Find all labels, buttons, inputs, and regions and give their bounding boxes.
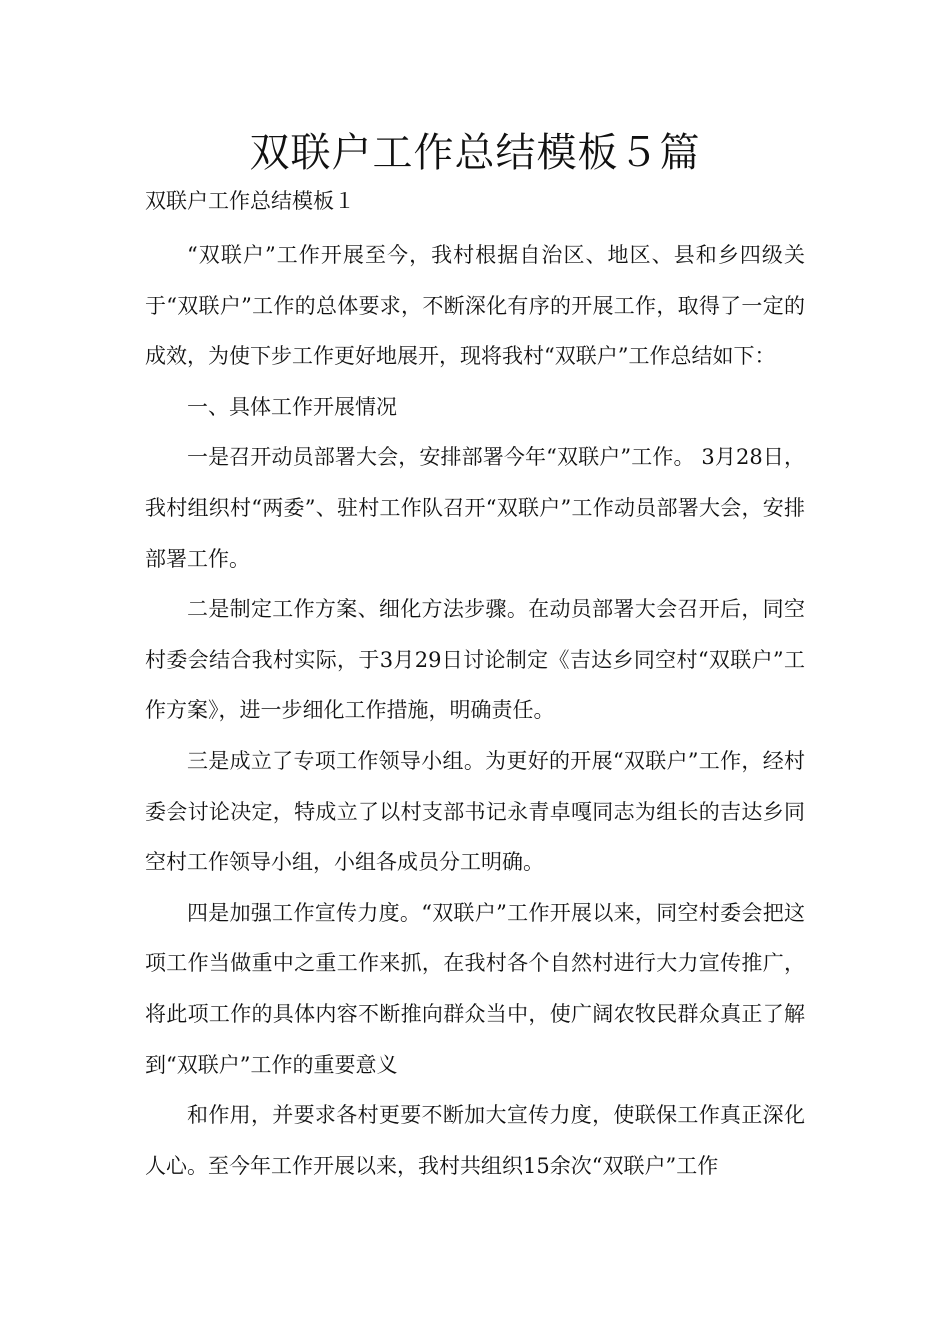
paragraph-intro: “双联户”工作开展至今，我村根据自治区、地区、县和乡四级关于“双联户”工作的总体要求，不断深化有序的开展工作，取得了一定的成效，为使下步工作更好地展开，现将我村“双联户”工作总结如下： <box>145 243 805 369</box>
paragraph-item-4: 四是加强工作宣传力度。“双联户”工作开展以来，同空村委会把这项工作当做重中之重工作来抓，在我村各个自然村进行大力宣传推广，将此项工作的具体内容不断推向群众当中，使广阔农牧民群众真正了解到“双联户”工作的重要意义 <box>145 900 805 1077</box>
document-title: 双联户工作总结模板５篇 <box>249 130 701 176</box>
document-subtitle: 双联户工作总结模板１ <box>145 189 355 213</box>
paragraph-item-3: 三是成立了专项工作领导小组。为更好的开展“双联户”工作，经村委会讨论决定，特成立了以村支部书记永青卓嘎同志为组长的吉达乡同空村工作领导小组，小组各成员分工明确。 <box>145 748 805 875</box>
paragraph-continuation: 和作用，并要求各村更要不断加大宣传力度，使联保工作真正深化人心。至今年工作开展以来，我村共组织15余次“双联户”工作 <box>145 1103 805 1178</box>
document-body <box>145 230 805 1191</box>
section-heading: 一、具体工作开展情况 <box>187 394 397 419</box>
paragraph-item-1: 一是召开动员部署大会，安排部署今年“双联户”工作。 3月28日，我村组织村“两委”、驻村工作队召开“双联户”工作动员部署大会，安排部署工作。 <box>145 445 805 571</box>
paragraph-item-2: 二是制定工作方案、细化方法步骤。在动员部署大会召开后，同空村委会结合我村实际，于3月29日讨论制定《吉达乡同空村“双联户”工作方案》，进一步细化工作措施，明确责任。 <box>145 597 805 723</box>
